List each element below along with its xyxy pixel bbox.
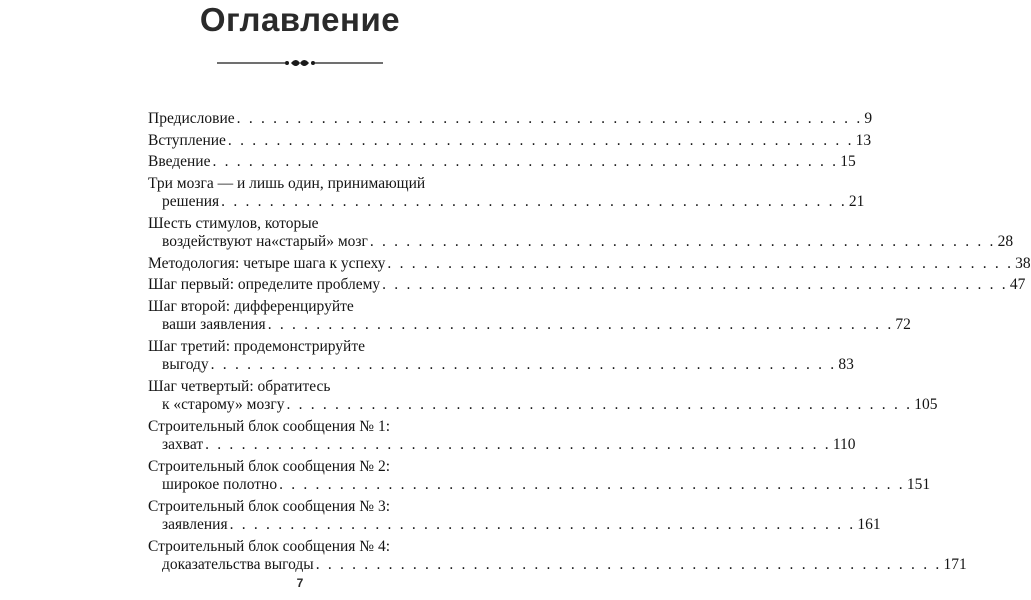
toc-entry [148,254,1031,274]
toc-entry-page: 110 [832,436,856,453]
toc-entry-title: Шесть стимулов, которые [148,214,319,232]
dot-leader: . . . . . . . . . . . . . . . . . . . . . . . . . . . . . . . . . . . . . . . . . . . . . . . . . . . . [382,276,1008,293]
toc-entry-line [148,498,460,517]
toc-entry-page: 151 [906,476,931,493]
toc-entry-title: Шаг второй: дифференцируйте [148,297,354,315]
toc-entry-continuation [148,556,967,575]
toc-entry-continuation [148,516,881,535]
toc-entry-line [148,131,872,151]
toc-entry [148,457,931,495]
toc-entry-title: решения [162,193,220,210]
toc-entry-page: 83 [838,356,854,373]
dot-leader: . . . . . . . . . . . . . . . . . . . . . . . . . . . . . . . . . . . . . . . . . . . . . . . . . . . . [369,233,996,250]
toc-entry-title: доказательства выгоды [162,556,314,573]
toc-entry-title: Шаг четвертый: обратитесь [148,377,331,395]
toc-entry-continuation [148,193,865,212]
dot-leader: . . . . . . . . . . . . . . . . . . . . . . . . . . . . . . . . . . . . . . . . . . . . . . . . . . . . [279,476,905,493]
toc-entry-line [148,338,460,357]
toc-entry-line [148,276,1026,295]
toc-entry [148,131,872,151]
toc-entry-line [148,175,460,194]
ornament-left-dot [285,61,289,65]
toc-entry [148,153,856,172]
toc-entry-title: Три мозга — и лишь один, принимающий [148,174,426,192]
dot-leader: . . . . . . . . . . . . . . . . . . . . . . . . . . . . . . . . . . . . . . . . . . . . . . . . . . . . [229,516,856,533]
toc-entry [148,297,911,335]
toc-entry [148,174,865,212]
toc-entry-line [148,298,460,317]
toc-entry-continuation [148,396,938,415]
toc-entry-title: заявления [162,516,228,533]
toc-entry-continuation [148,476,931,495]
dot-leader: . . . . . . . . . . . . . . . . . . . . . . . . . . . . . . . . . . . . . . . . . . . . . . . . . . . . [387,254,1014,272]
dot-leader: . . . . . . . . . . . . . . . . . . . . . . . . . . . . . . . . . . . . . . . . . . . . . . . . . . . . [210,356,837,373]
dot-leader: . . . . . . . . . . . . . . . . . . . . . . . . . . . . . . . . . . . . . . . . . . . . . . . . . . . . [227,131,854,149]
toc-entry-page: 13 [855,131,872,149]
toc-entry-continuation [148,233,1014,252]
toc-entry-page: 72 [895,316,911,333]
ornament-divider [215,56,385,70]
toc-entry-line [148,254,1031,274]
toc-entry-title: Методология: четыре шага к успеху [148,254,386,272]
dot-leader: . . . . . . . . . . . . . . . . . . . . . . . . . . . . . . . . . . . . . . . . . . . . . . . . . . . . [236,110,863,127]
toc-entry-title: широкое полотно [162,476,278,493]
toc-entry-title: Шаг первый: определите проблему [148,276,381,293]
ornament-center-leaf-left [291,60,300,66]
toc-entry [148,337,854,375]
toc-entry-line [148,215,460,234]
ornament-center-leaf-right [300,60,309,66]
toc-entry-title: выгоду [162,356,209,373]
toc-entry-title: воздействуют на«старый» мозг [162,233,368,250]
toc-entry [148,276,1026,295]
toc-entry-page: 21 [848,193,865,210]
dot-leader: . . . . . . . . . . . . . . . . . . . . . . . . . . . . . . . . . . . . . . . . . . . . . . . . . . . . [286,396,913,413]
toc-entry [148,537,967,575]
ornament-right-dot [311,61,315,65]
dot-leader: . . . . . . . . . . . . . . . . . . . . . . . . . . . . . . . . . . . . . . . . . . . . . . . . . . . . [212,153,839,170]
toc-entry-line [148,418,460,437]
dot-leader: . . . . . . . . . . . . . . . . . . . . . . . . . . . . . . . . . . . . . . . . . . . . . . . . . . . . [221,193,847,210]
toc-entry [148,377,938,415]
toc-entry [148,110,873,129]
dot-leader: . . . . . . . . . . . . . . . . . . . . . . . . . . . . . . . . . . . . . . . . . . . . . . . . . . . . [205,436,831,453]
toc-entry-title: Вступление [148,131,226,149]
toc-entry-page: 9 [864,110,873,127]
dot-leader: . . . . . . . . . . . . . . . . . . . . . . . . . . . . . . . . . . . . . . . . . . . . . . . . . . . . [267,316,894,333]
toc-entry [148,417,856,455]
toc-entry-title: Строительный блок сообщения № 2: [148,457,391,475]
toc-entry-title: захват [162,436,204,453]
toc-entry-page: 171 [943,556,967,573]
toc-entry-line [148,458,460,477]
dot-leader: . . . . . . . . . . . . . . . . . . . . . . . . . . . . . . . . . . . . . . . . . . . . . . . . . . . . [315,556,942,573]
toc-entry-title: ваши заявления [162,316,266,333]
toc-entry-title: Шаг третий: продемонстрируйте [148,337,365,355]
toc-entry-continuation [148,436,856,455]
toc-entry-page: 38 [1015,254,1031,272]
table-of-contents [148,110,1031,578]
toc-entry-line [148,110,873,129]
toc-entry-title: Строительный блок сообщения № 3: [148,497,391,515]
toc-entry-title: Строительный блок сообщения № 4: [148,537,391,555]
toc-entry [148,497,881,535]
toc-entry-line [148,538,460,557]
toc-entry-title: Введение [148,153,211,170]
toc-entry-page: 161 [857,516,881,533]
toc-entry-line [148,378,460,397]
toc-entry-page: 105 [914,396,938,413]
toc-entry-page: 28 [997,233,1014,250]
toc-entry-page: 47 [1009,276,1026,293]
toc-entry-line [148,153,856,172]
toc-entry-title: к «старому» мозгу [162,396,285,413]
toc-entry-title: Строительный блок сообщения № 1: [148,417,391,435]
page-number: 7 [296,576,304,590]
toc-entry-title: Предисловие [148,110,235,127]
toc-entry [148,214,1014,252]
toc-entry-continuation [148,356,854,375]
toc-entry-continuation [148,316,911,335]
page-title: Оглавление [199,1,401,38]
toc-entry-page: 15 [840,153,856,170]
